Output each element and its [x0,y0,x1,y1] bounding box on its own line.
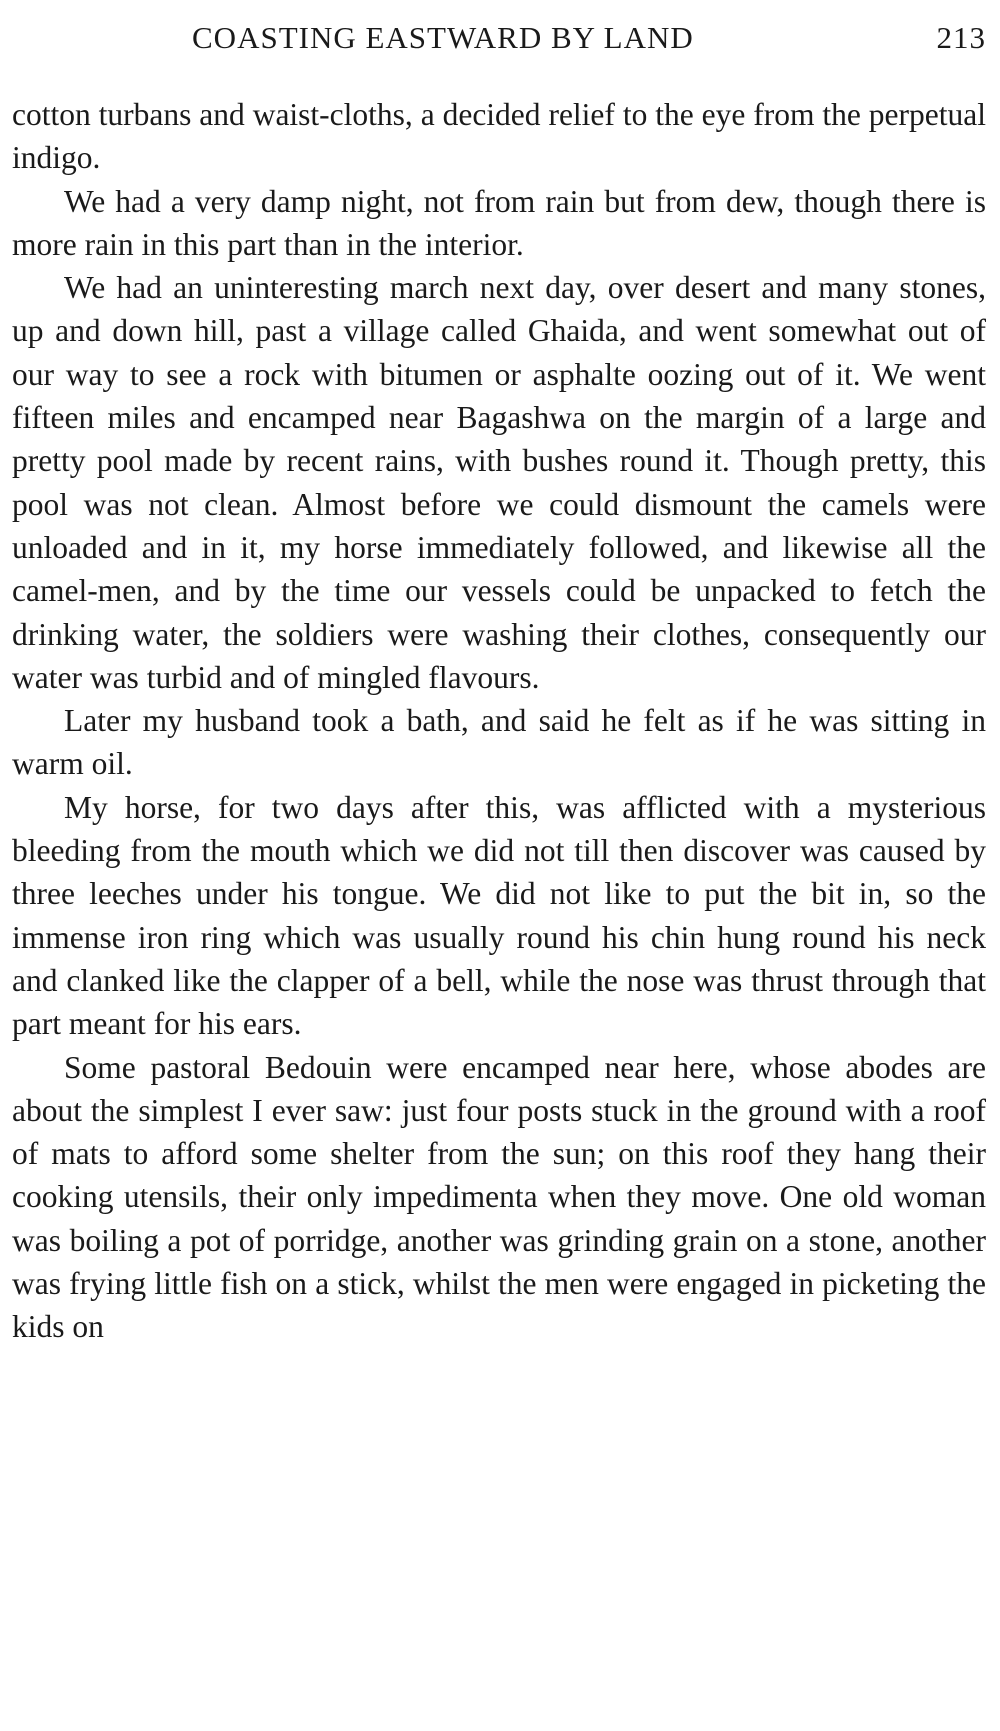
paragraph: My horse, for two days after this, was afflicted with a mysterious bleeding from the mouth which we did not till then discover was caused by three leeches under his tongue. We did not like to put the bit in, so the immense iron ring which was usually round his chin hung round his neck and clanked like the clapper of a bell, while the nose was thrust through that part meant for his ears. [12,789,986,1042]
page-number: 213 [936,20,986,55]
paragraph: We had a very damp night, not from rain but from dew, though there is more rain in this part than in the interior. [12,183,986,262]
paragraph: We had an uninteresting march next day, over desert and many stones, up and down hill, past a village called Ghaida, and went somewhat out of our way to see a rock with bitumen or asphalte oozing out of it. We went fifteen miles and encamped near Bagashwa on the margin of a large and pretty pool made by recent rains, with bushes round it. Though pretty, this pool was not clean. Almost before we could dismount the camels were unloaded and in it, my horse immediately followed, and likewise all the camel-men, and by the time our vessels could be unpacked to fetch the drinking water, the soldiers were washing their clothes, consequently our water was turbid and of mingled flavours. [12,270,986,695]
paragraph: Some pastoral Bedouin were encamped near here, whose abodes are about the simplest I ever saw: just four posts stuck in the ground with a roof of mats to afford some shelter from the sun; on this roof they hang their cooking utensils, their only impedimenta when they move. One old woman was boiling a pot of porridge, another was grinding grain on a stone, another was frying little fish on a stick, whilst the men were engaged in picketing the kids on [12,1049,986,1345]
running-title: COASTING EASTWARD BY LAND [192,20,694,55]
paragraph: Later my husband took a bath, and said he felt as if he was sitting in warm oil. [12,703,986,782]
book-page [12,10,986,1722]
paragraph-continued: cotton turbans and waist-cloths, a decided relief to the eye from the perpetual indigo. [12,97,986,176]
running-header [12,10,986,70]
body-text [12,93,986,1349]
